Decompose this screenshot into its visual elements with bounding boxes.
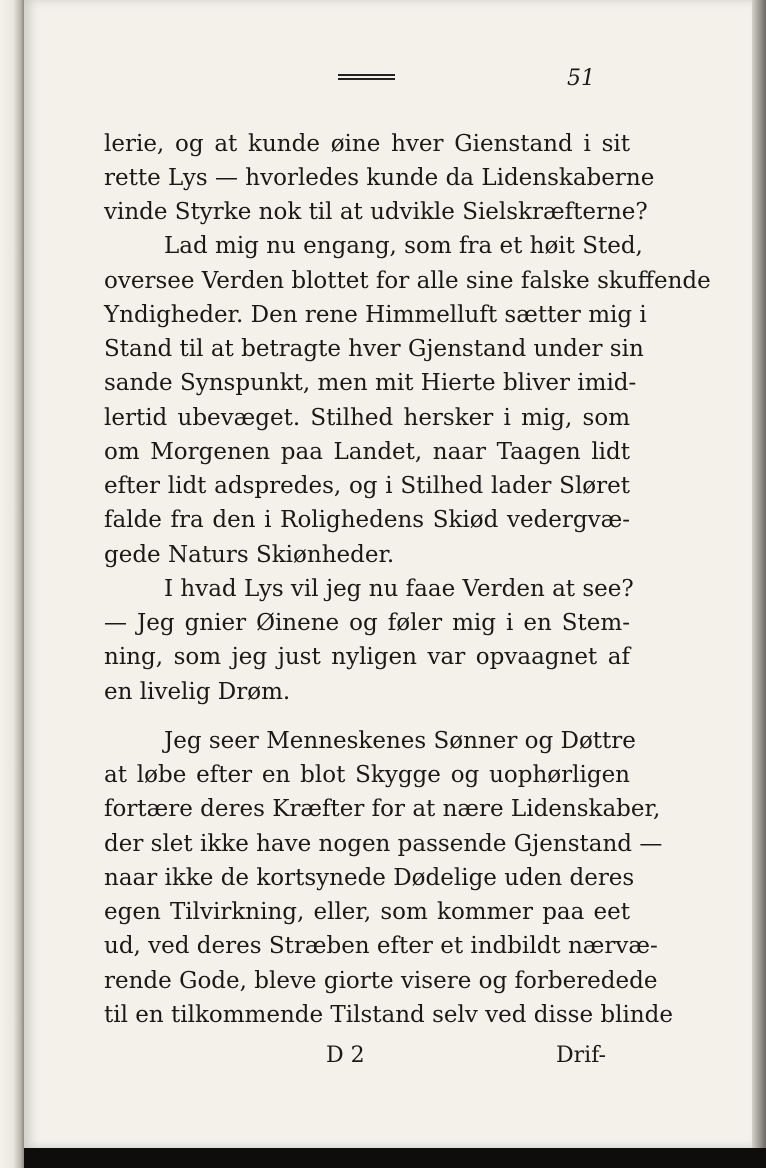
text-line: der slet ikke have nogen passende Gjenstand — [104,831,663,857]
text-line: Stand til at betragte hver Gjenstand under sin [104,336,644,362]
text-line: lertid ubevæget. Stilhed hersker i mig, som [104,405,630,431]
text-line: gede Naturs Skiønheder. [104,542,395,568]
text-line: vinde Styrke nok til at udvikle Sielskræfterne? [104,199,648,225]
page-edge-shadow [752,0,766,1148]
text-line: I hvad Lys vil jeg nu faae Verden at see? [164,576,634,602]
text-line: fortære deres Kræfter for at nære Lidenskaber, [104,796,661,822]
text-line: egen Tilvirkning, eller, som kommer paa eet [104,899,630,925]
text-line: efter lidt adspredes, og i Stilhed lader Sløret [104,473,630,499]
text-line: rette Lys — hvorledes kunde da Lidenskaberne [104,165,655,191]
text-line: om Morgenen paa Landet, naar Taagen lidt [104,439,630,465]
text-line: ud, ved deres Stræben efter et indbildt nærvæ- [104,933,658,959]
text-line: en livelig Drøm. [104,679,291,705]
text-line: rende Gode, bleve giorte visere og forberedede [104,968,658,994]
text-line: sande Synspunkt, men mit Hierte bliver imid- [104,370,637,396]
header-ornament-rule [338,74,395,83]
text-line: naar ikke de kortsynede Dødelige uden deres [104,865,635,891]
text-line: til en tilkommende Tilstand selv ved disse blinde [104,1002,673,1028]
text-line: — Jeg gnier Øinene og føler mig i en Stem- [104,610,630,636]
page-number: 51 [567,66,595,91]
text-line: Jeg seer Menneskenes Sønner og Døttre [164,728,636,754]
book-spine [0,0,24,1168]
text-line: lerie, og at kunde øine hver Gienstand i sit [104,131,630,157]
text-line: at løbe efter en blot Skygge og uophørligen [104,762,630,788]
text-line: Yndigheder. Den rene Himmelluft sætter mig i [104,302,647,328]
catchword: Drif- [556,1043,606,1068]
text-line: falde fra den i Rolighedens Skiød vedergvæ- [104,507,630,533]
text-line: ning, som jeg just nyligen var opvaagnet af [104,644,630,670]
text-line: Lad mig nu engang, som fra et høit Sted, [164,233,643,259]
text-line: oversee Verden blottet for alle sine falske skuffende [104,268,711,294]
signature-mark: D 2 [326,1043,365,1068]
